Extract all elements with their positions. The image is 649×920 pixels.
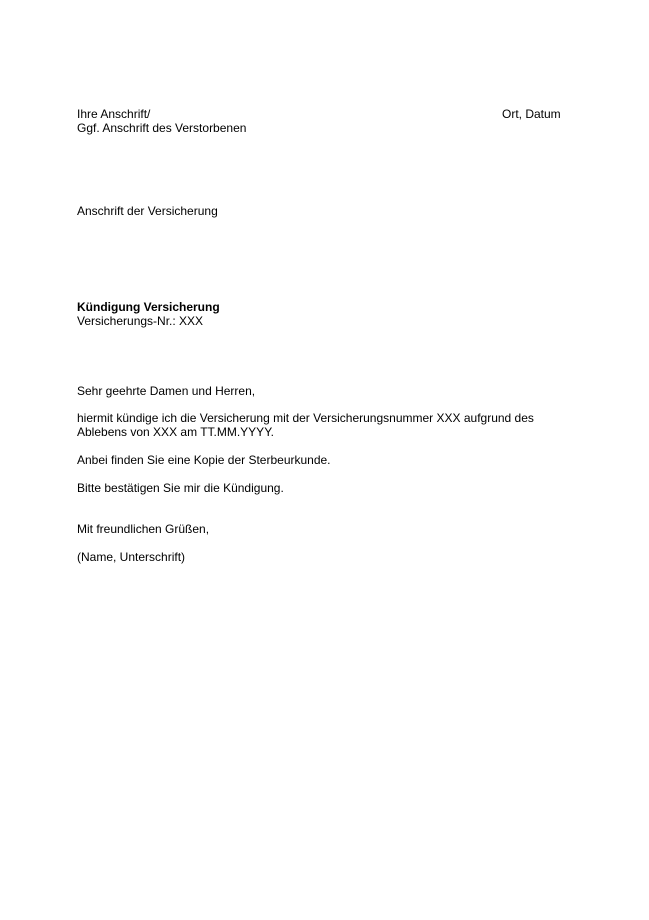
signature-placeholder: (Name, Unterschrift) [77,550,186,564]
body-paragraph-1-line-1: hiermit kündige ich die Versicherung mit der Versicherungsnummer XXX aufgrund des [77,411,534,425]
place-date: Ort, Datum [502,107,561,121]
sender-address-line-2: Ggf. Anschrift des Verstorbenen [77,121,247,135]
body-paragraph-3: Bitte bestätigen Sie mir die Kündigung. [77,481,284,495]
subject-reference: Versicherungs-Nr.: XXX [77,314,204,328]
body-paragraph-2: Anbei finden Sie eine Kopie der Sterbeurkunde. [77,453,331,467]
subject-title: Kündigung Versicherung [77,300,220,314]
sender-address-line-1: Ihre Anschrift/ [77,107,151,121]
subject-block [77,300,220,328]
closing-phrase: Mit freundlichen Grüßen, [77,522,210,536]
sender-address [77,107,246,135]
salutation: Sehr geehrte Damen und Herren, [77,384,256,398]
body-paragraph-1-line-2: Ablebens von XXX am TT.MM.YYYY. [77,425,274,439]
recipient-address: Anschrift der Versicherung [77,204,218,218]
body-paragraph-1 [77,411,534,439]
